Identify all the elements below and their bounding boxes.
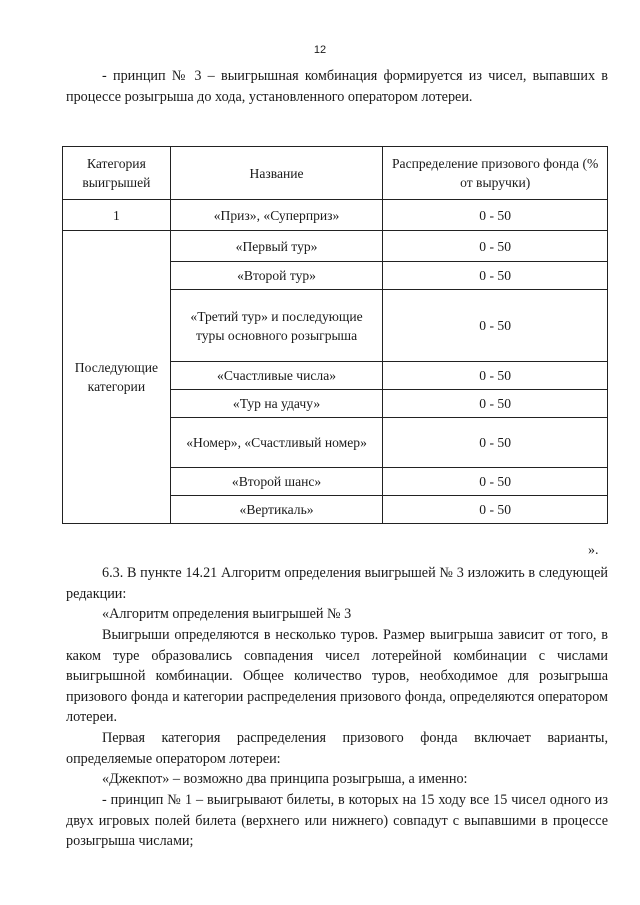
row-name: «Вертикаль» xyxy=(170,496,383,524)
table-row xyxy=(63,200,608,231)
row-distribution: 0 - 50 xyxy=(383,496,608,524)
jackpot-paragraph: «Джекпот» – возможно два принципа розыгрыша, а именно: xyxy=(102,771,468,787)
row-name: «Первый тур» xyxy=(170,231,383,262)
row-distribution: 0 - 50 xyxy=(383,468,608,496)
row-name: «Счастливые числа» xyxy=(170,362,383,390)
row-distribution: 0 - 50 xyxy=(383,390,608,418)
row-name: «Тур на удачу» xyxy=(170,390,383,418)
row-distribution: 0 - 50 xyxy=(383,231,608,262)
row-distribution: 0 - 50 xyxy=(383,200,608,231)
row-name: «Второй тур» xyxy=(170,262,383,290)
header-distribution: Распределение призового фонда (% от выручки) xyxy=(383,147,608,200)
first-category-paragraph: Первая категория распределения призового фонда включает варианты, определяемые оператором лотереи: xyxy=(66,730,608,767)
row-name: «Приз», «Суперприз» xyxy=(170,200,383,231)
amendment-paragraph: 6.3. В пункте 14.21 Алгоритм определения выигрышей № 3 изложить в следующей редакции: xyxy=(66,565,608,602)
row-name: «Третий тур» и последующие туры основного розыгрыша xyxy=(170,290,383,362)
header-name: Название xyxy=(170,147,383,200)
page-number: 12 xyxy=(313,44,327,56)
header-category: Категория выигрышей xyxy=(63,147,171,200)
row-name: «Второй шанс» xyxy=(170,468,383,496)
group-category-cell: Последующие категории xyxy=(63,231,171,524)
principle-1-paragraph: - принцип № 1 – выигрывают билеты, в которых на 15 ходу все 15 чисел одного из двух игровых полей билета (верхнего или нижнего) совпадут с выпавшими в процессе розыгрыша числами; xyxy=(66,792,608,849)
table-row xyxy=(63,231,608,262)
row-category: 1 xyxy=(63,200,171,231)
closing-quote-mark: ». xyxy=(588,543,599,558)
algorithm-title: «Алгоритм определения выигрышей № 3 xyxy=(102,606,352,622)
intro-paragraph: - принцип № 3 – выигрышная комбинация формируется из чисел, выпавших в процессе розыгрыша до хода, установленного оператором лотереи. xyxy=(66,68,608,105)
rounds-paragraph: Выигрыши определяются в несколько туров. Размер выигрыша зависит от того, в каком туре образовались совпадения чисел лотерейной комбинации с числами выигрышной комбинации. Общее количество туров, необходимое для розыгрыша призового фонда и категории распределения призового фонда, определяются оператором лотереи. xyxy=(66,627,608,725)
row-name: «Номер», «Счастливый номер» xyxy=(170,418,383,468)
row-distribution: 0 - 50 xyxy=(383,262,608,290)
row-distribution: 0 - 50 xyxy=(383,290,608,362)
table-header-row xyxy=(63,147,608,200)
row-distribution: 0 - 50 xyxy=(383,418,608,468)
prize-distribution-table xyxy=(62,146,608,524)
row-distribution: 0 - 50 xyxy=(383,362,608,390)
